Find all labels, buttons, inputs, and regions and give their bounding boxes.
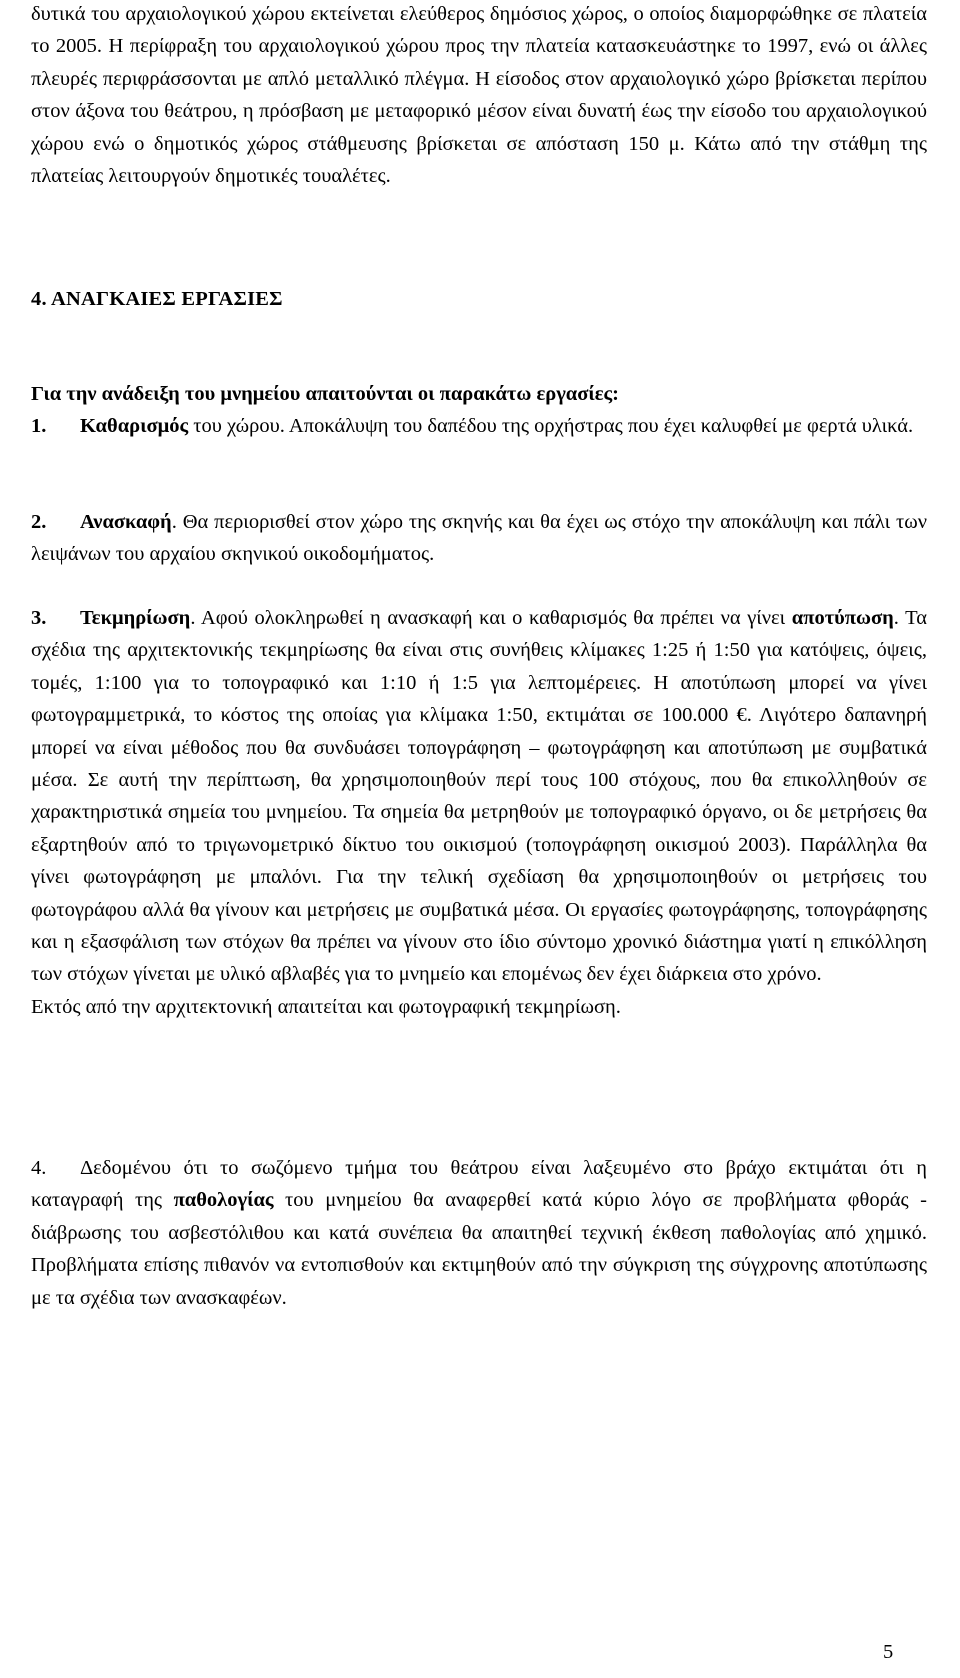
task-item-2 <box>31 506 927 571</box>
item-title: Ανασκαφή <box>80 511 172 533</box>
item-text: του μνημείου θα αναφερθεί κατά κύριο λόγο σε προβλήματα φθοράς - διάβρωσης του ασβεστόλιθου και κατά συνέπεια θα απαιτηθεί τεχνική έκθεση παθολογίας από χημικό. Προβλήματα επίσης πιθανόν να εντοπισθούν και εκτιμηθούν από την σύγκριση της σύγχρονης αποτύπωσης με τα σχέδια των ανασκαφέων. <box>31 1189 928 1309</box>
item-text: Δεδομένου ότι το σωζόμενο τμήμα του θεάτρου είναι λαξευμένο στο βράχο εκτιμάται ότι η καταγραφή της <box>31 1157 927 1212</box>
item-number: 1. <box>31 415 47 437</box>
item-number: 4. <box>31 1157 47 1179</box>
item-text: . Αφού ολοκληρωθεί η ανασκαφή και ο καθαρισμός θα πρέπει να γίνει <box>190 607 792 629</box>
item-text: . Θα περιορισθεί στον χώρο της σκηνής και θα έχει ως στόχο την αποκάλυψη και πάλι των λειψάνων του αρχαίου σκηνικού οικοδομήματος. <box>31 511 927 566</box>
item-text: . Τα σχέδια της αρχιτεκτονικής τεκμηρίωσης θα είναι στις συνήθεις κλίμακες 1:25 ή 1:50 για κατόψεις, όψεις, τομές, 1:100 για το τοπογραφικό και 1:10 ή 1:5 για λεπτομέρειες. Η αποτύπωση μπορεί να γίνει φωτογραμμετρικά, το κόστος της οποίας για κλίμακα 1:50, εκτιμάται σε 100.000 €. Λιγότερο δαπανηρή μπορεί να είναι μέθοδος που θα συνδυάσει τοπογράφηση – φωτογράφηση και αποτύπωση με συμβατικά μέσα. Σε αυτή την περίπτωση, θα χρησιμοποιηθούν περί τους 100 στόχους, που θα επικολληθούν σε χαρακτηριστικά σημεία του μνημείου. Τα σημεία θα μετρηθούν με τοπογραφικό όργανο, οι δε μετρήσεις θα εξαρτηθούν από το τριγωνομετρικό δίκτυο του οικισμού (τοπογράφηση οικισμού 2003). Παράλληλα θα γίνει φωτογράφηση με μπαλόνι. Για την τελική σχεδίαση θα χρησιμοποιηθούν οι μετρήσεις του φωτογράφου αλλά θα γίνουν και μετρήσεις με συμβατικά μέσα. Οι εργασίες φωτογράφησης, τοπογράφησης και η εξασφάλιση των στόχων θα πρέπει να γίνουν στο ίδιο σύντομο χρονικό διάστημα γιατί η επικόλληση των στόχων γίνεται με υλικό αβλαβές για το μνημείο και επομένως δεν έχει διάρκεια στο χρόνο. <box>31 607 927 986</box>
item-title: Τεκμηρίωση <box>80 607 191 629</box>
task-item-1 <box>31 410 927 442</box>
item-paragraph <box>31 602 927 991</box>
page-number: 5 <box>883 1641 894 1663</box>
item-emphasis: παθολογίας <box>173 1189 274 1212</box>
item-text: του χώρου. Αποκάλυψη του δαπέδου της ορχήστρας που έχει καλυφθεί με φερτά υλικά. <box>188 415 914 437</box>
section-lead: Για την ανάδειξη του μνημείου απαιτούνται οι παρακάτω εργασίες: <box>31 383 619 405</box>
task-item-4 <box>31 1152 927 1314</box>
item-emphasis: αποτύπωση <box>791 607 894 629</box>
task-item-3 <box>31 602 927 1023</box>
item-extra-paragraph: Εκτός από την αρχιτεκτονική απαιτείται και φωτογραφική τεκμηρίωση. <box>31 995 621 1018</box>
item-number: 2. <box>31 511 47 533</box>
item-title: Καθαρισμός <box>80 415 189 437</box>
section-heading: 4. ΑΝΑΓΚΑΙΕΣ ΕΡΓΑΣΙΕΣ <box>31 288 283 310</box>
intro-paragraph: δυτικά του αρχαιολογικού χώρου εκτείνεται ελεύθερος δημόσιος χώρος, ο οποίος διαμορφώθηκε σε πλατεία το 2005. Η περίφραξη του αρχαιολογικού χώρου προς την πλατεία κατασκευάστηκε το 1997, ενώ οι άλλες πλευρές περιφράσσονται με απλό μεταλλικό πλέγμα. Η είσοδος στον αρχαιολογικό χώρο βρίσκεται περίπου στον άξονα του θεάτρου, η πρόσβαση με μεταφορικό μέσον είναι δυνατή έως την είσοδο του αρχαιολογικού χώρου ενώ ο δημοτικός χώρος στάθμευσης βρίσκεται σε απόσταση 150 μ. Κάτω από την στάθμη της πλατείας λειτουργούν δημοτικές τουαλέτες. <box>31 3 927 188</box>
item-number: 3. <box>31 607 47 629</box>
